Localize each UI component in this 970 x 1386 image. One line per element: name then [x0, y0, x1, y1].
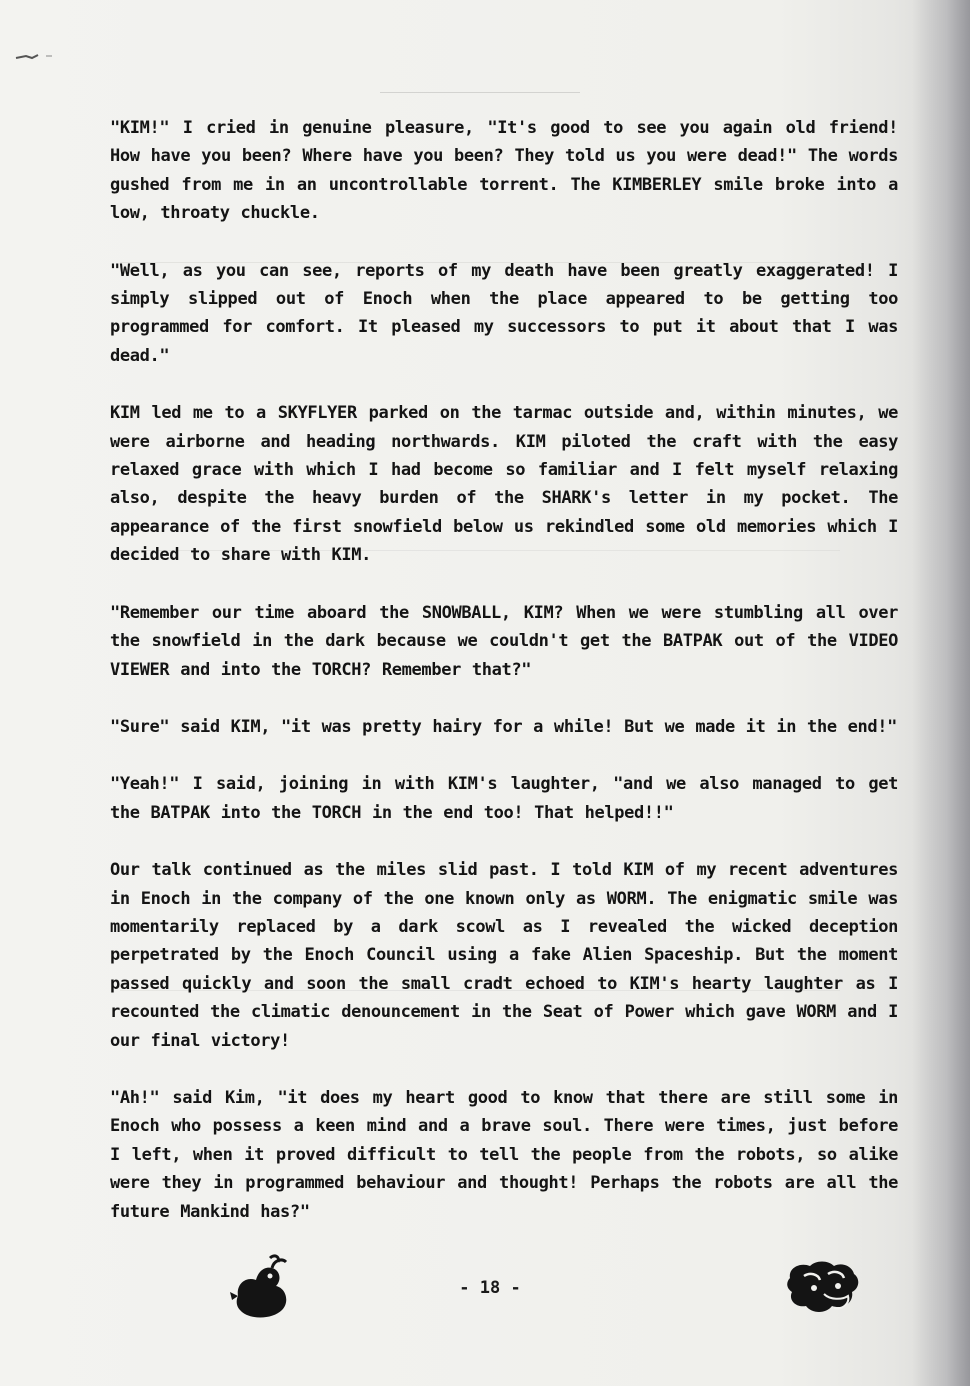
page-number: - 18 - — [459, 1278, 521, 1298]
paragraph-8: "Ah!" said Kim, "it does my heart good to know that there are still some in Enoch who possess a keen mind and a brave soul. There were times, just before I left, when it proved difficult to tell the people from the robots, so alike were they in programmed behaviour and thought! Perhaps the robots are all the future Mankind has?" — [110, 1087, 898, 1222]
paragraph-2: "Well, as you can see, reports of my death have been greatly exaggerated! I simply slipped out of Enoch when the place appeared to be getting too programmed for comfort. It pleased my successors to put it about that I was dead." — [110, 260, 898, 366]
paragraph-1: "KIM!" I cried in genuine pleasure, "It's good to see you again old friend! How have you been? Where have you been? They told us you were dead!" The words gushed from me in an uncontrollable torrent. The KIMBERLEY smile broke into a low, throaty chuckle. — [110, 118, 898, 224]
paragraph-7: Our talk continued as the miles slid past. I told KIM of my recent adventures in Enoch in the company of the one known only as WORM. The enigmatic smile was momentarily replaced by a dark scowl as I revealed the wicked deception perpetrated by the Enoch Council using a fake Alien Spaceship. But the moment passed quickly and soon the small cradt echoed to KIM's hearty laughter as I recounted the climatic denouncement in the Seat of Power which gave WORM and I our final victory! — [110, 860, 898, 1051]
paragraph-5: "Sure" said KIM, "it was pretty hairy for a while! But we made it in the end!" — [110, 716, 898, 737]
page-edge-shadow — [912, 0, 970, 1386]
story-text — [110, 114, 898, 1255]
duck-icon — [228, 1252, 294, 1322]
creature-icon — [784, 1256, 864, 1316]
paragraph-3: KIM led me to a SKYFLYER parked on the tarmac outside and, within minutes, we were airborne and heading northwards. KIM piloted the craft with the easy relaxed grace with which I had become so familiar and I felt myself relaxing also, despite the heavy burden of the SHARK's letter in my pocket. The appearance of the first snowfield below us rekindled some old memories which I decided to share with KIM. — [110, 403, 898, 566]
paragraph-6: "Yeah!" I said, joining in with KIM's laughter, "and we also managed to get the BATPAK into the TORCH in the end too! That helped!!" — [110, 774, 898, 823]
scan-artifact-icon — [12, 46, 72, 66]
paragraph-4: "Remember our time aboard the SNOWBALL, KIM? When we were stumbling all over the snowfield in the dark because we couldn't get the BATPAK out of the VIDEO VIEWER and into the TORCH? Remember that?" — [110, 602, 898, 680]
show-through-line — [380, 92, 580, 93]
